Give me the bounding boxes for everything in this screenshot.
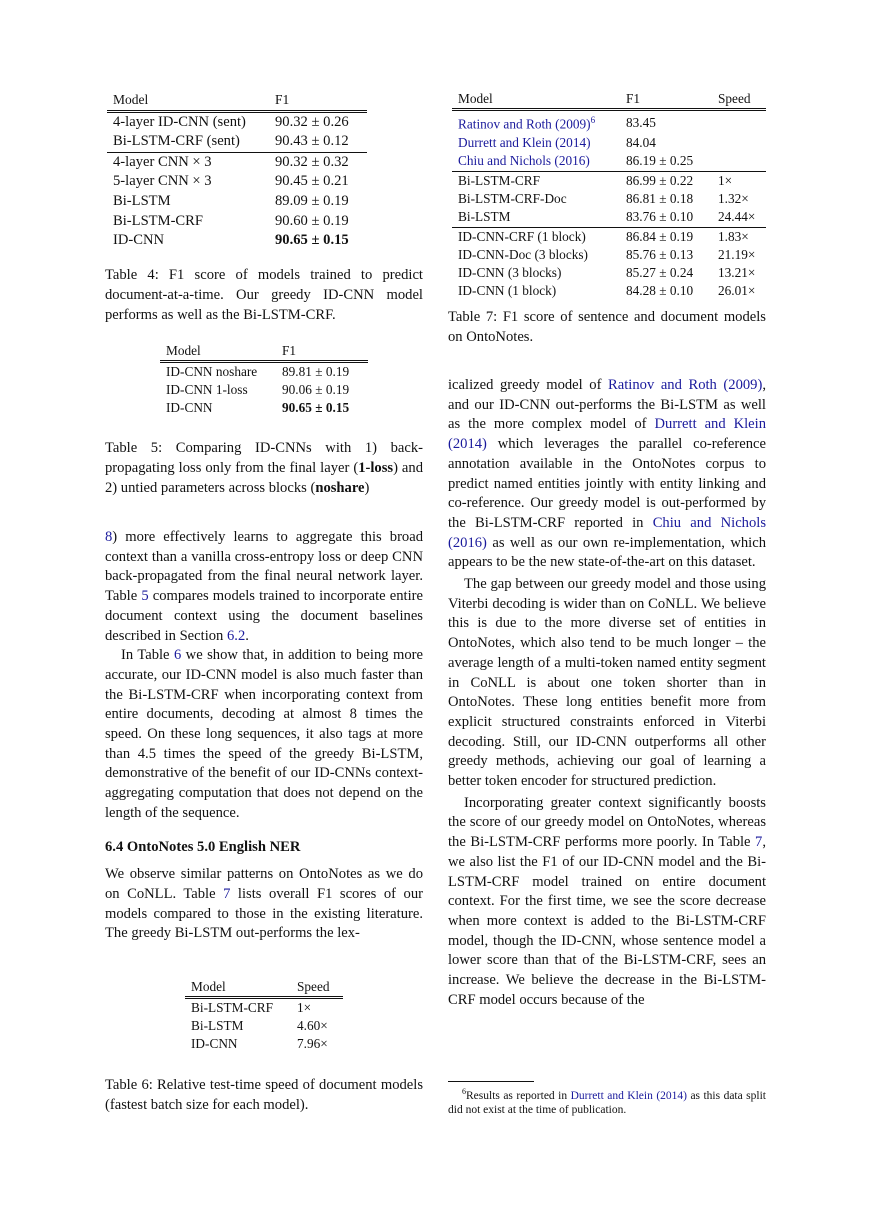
text: ) more effectively learns to aggregate this broad context than a vanilla cross-entropy loss or deep CNN back-propagated from the final neural network layer. Table [105, 529, 423, 605]
text: we show that, in addition to being more accurate, our ID-CNN model is also much faster than the Bi-LSTM-CRF when incorporating context from entire documents, decoding at almost 8 times the speed. On these long sequences, it also tags at more than 4.5 times the speed of the greedy Bi-LSTM, demonstrative of the benefit of our ID-CNNs context-aggregating computation that does not depend on the length of the sequence. [105, 647, 423, 821]
text: , we also list the F1 of our ID-CNN model and the Bi-LSTM-CRF model trained on entire document context. For the first time, we see the score decrease when more context is added to the Bi-LSTM-CRF model, though the ID-CNN, whose sentence model a lower score than that of the Bi-LSTM-CRF, sees an increase. We believe the decrease in the Bi-LSTM-CRF model occurs because of the [448, 834, 766, 1008]
model-cell: Bi-LSTM-CRF-Doc [458, 190, 567, 206]
left-body-text [105, 528, 423, 944]
column-header: Speed [718, 91, 751, 106]
model-cell: 4-layer CNN × 3 [113, 153, 212, 170]
caption-text: Table 5: Comparing ID-CNNs with 1) back-propagating loss only from the final layer ( [105, 440, 423, 476]
citation-link[interactable]: Ratinov and Roth (2009) [608, 377, 763, 393]
footnote-marker[interactable]: 6 [590, 115, 596, 126]
model-cell: 4-layer ID-CNN (sent) [113, 113, 246, 130]
column-header: Model [458, 91, 493, 106]
f1-cell: 90.32 ± 0.26 [275, 113, 349, 130]
f1-cell: 84.04 [626, 135, 656, 151]
f1-cell: 90.45 ± 0.21 [275, 173, 349, 190]
model-cell: Bi-LSTM-CRF (sent) [113, 133, 240, 150]
model-cell: ID-CNN noshare [166, 364, 258, 379]
text: Incorporating greater context significantly boosts the score of our greedy model on OntoNotes, whereas the Bi-LSTM-CRF performs more poorly. In Table [448, 794, 766, 851]
table-row [452, 208, 766, 227]
paragraph [105, 865, 423, 944]
table-reference-link[interactable]: 6 [173, 647, 182, 664]
f1-cell: 90.65 ± 0.15 [275, 232, 349, 249]
text: In Table [121, 647, 174, 664]
table-row [107, 152, 367, 172]
model-cell: Bi-LSTM-CRF [458, 172, 541, 188]
table-row [452, 110, 766, 134]
paragraph: The gap between our greedy model and those using Viterbi decoding is wider than on CoNLL. We believe this is due to the more diverse set of entities in OntoNotes, which also tend to be much longer – the average length of a multi-token named entity segment in CoNLL is about one token shorter than in OntoNotes. These long entities benefit more from explicit structured constraints enforced in Viterbi decoding. Still, our ID-CNN outperforms all other greedy methods, achieving our goal of learning a better token encoder for structured prediction. [448, 576, 766, 790]
model-cell: Bi-LSTM [113, 192, 171, 209]
model-cell: ID-CNN (3 blocks) [458, 265, 562, 281]
table-reference-link[interactable]: 7 [755, 834, 763, 851]
model-cell: ID-CNN [191, 1036, 238, 1051]
citation-link[interactable]: Chiu and Nichols (2016) [448, 514, 766, 551]
table-row [107, 231, 367, 251]
speed-cell: 4.60× [297, 1018, 328, 1033]
caption-text: ) and 2) untied parameters across blocks ( [105, 460, 423, 496]
section-heading: 6.4 OntoNotes 5.0 English NER [105, 838, 301, 855]
speed-cell: 26.01× [718, 283, 756, 299]
table-row [452, 282, 766, 300]
table-row [185, 1035, 343, 1053]
table-row [452, 264, 766, 282]
text: , and our ID-CNN out-performs the Bi-LSTM as well as the more complex model of [448, 377, 766, 433]
caption-text: ) [364, 480, 370, 496]
model-cell: Bi-LSTM [191, 1018, 244, 1033]
model-cell: ID-CNN (1 block) [458, 283, 557, 299]
model-cell: ID-CNN 1-loss [166, 382, 248, 397]
text: icalized greedy model of [448, 377, 609, 393]
model-cell: Bi-LSTM-CRF [191, 1000, 274, 1015]
table-row [452, 171, 766, 190]
table-row [452, 190, 766, 208]
table-5 [160, 342, 368, 417]
table-reference-link[interactable]: 5 [141, 588, 149, 605]
section-reference-link[interactable]: 8 [105, 529, 113, 545]
f1-cell: 86.99 ± 0.22 [626, 172, 694, 188]
text: We observe similar patterns on OntoNotes as we do on CoNLL. Table [105, 866, 423, 902]
column-header: Model [113, 92, 149, 107]
f1-cell: 84.28 ± 0.10 [626, 283, 694, 299]
model-cell: Bi-LSTM [458, 209, 511, 225]
table-5-caption [105, 438, 423, 498]
paragraph [105, 528, 423, 646]
table-row [185, 998, 343, 1018]
f1-cell: 90.43 ± 0.12 [275, 133, 349, 150]
model-cell [452, 134, 620, 152]
table-row [452, 246, 766, 264]
text: which leverages the parallel co-reference annotation available in the OntoNotes corpus to predict named entities jointly with entity linking and co-reference. Our greedy model is out-performed by the Bi-LSTM-CRF reported in [448, 436, 766, 531]
caption-bold: 1-loss [358, 460, 394, 476]
column-header: Model [166, 343, 201, 358]
speed-cell [712, 152, 766, 171]
table-row [452, 152, 766, 171]
model-cell [452, 110, 620, 134]
model-cell: ID-CNN [113, 232, 165, 249]
f1-cell: 86.81 ± 0.18 [626, 190, 694, 206]
table-7-caption: Table 7: F1 score of sentence and document models on OntoNotes. [448, 309, 766, 345]
paragraph [105, 646, 423, 823]
table-6 [185, 978, 343, 1053]
table-4 [107, 90, 367, 251]
caption-bold: noshare [315, 480, 365, 496]
f1-cell: 90.32 ± 0.32 [275, 153, 349, 170]
model-cell [452, 152, 620, 171]
column-header: F1 [282, 343, 297, 358]
text: . [245, 627, 249, 644]
speed-cell: 21.19× [718, 246, 756, 262]
f1-cell: 85.76 ± 0.13 [626, 246, 694, 262]
table-row [160, 399, 368, 417]
f1-cell: 85.27 ± 0.24 [626, 265, 694, 281]
f1-cell: 83.45 [626, 114, 656, 130]
speed-cell: 13.21× [718, 265, 756, 281]
f1-cell: 90.60 ± 0.19 [275, 212, 349, 229]
f1-cell: 89.81 ± 0.19 [282, 364, 350, 379]
citation-link[interactable]: Ratinov and Roth (2009) [458, 116, 591, 132]
speed-cell: 1.83× [718, 228, 749, 244]
table-row [185, 1017, 343, 1035]
speed-cell [712, 134, 766, 152]
f1-cell: 90.65 ± 0.15 [282, 400, 350, 415]
speed-cell: 1× [718, 172, 733, 188]
section-reference-link[interactable]: 6.2 [227, 627, 246, 644]
table-6-caption: Table 6: Relative test-time speed of document models (fastest batch size for each model). [105, 1077, 423, 1113]
footnote-rule [448, 1081, 534, 1082]
table-reference-link[interactable]: 7 [223, 885, 231, 902]
text: as well as our own re-implementation, which appears to be the new state-of-the-art on this dataset. [448, 534, 766, 571]
column-header: F1 [275, 92, 290, 107]
speed-cell: 1.32× [718, 190, 749, 206]
model-cell: ID-CNN [166, 400, 213, 415]
speed-cell [712, 110, 766, 134]
citation-link[interactable]: Chiu and Nichols (2016) [458, 153, 590, 169]
column-header: F1 [626, 91, 641, 106]
table-row [107, 212, 367, 232]
f1-cell: 90.06 ± 0.19 [282, 382, 350, 397]
f1-cell: 89.09 ± 0.19 [275, 192, 349, 209]
f1-cell: 86.84 ± 0.19 [626, 228, 694, 244]
table-4-caption: Table 4: F1 score of models trained to predict document-at-a-time. Our greedy ID-CNN model performs as well as the Bi-LSTM-CRF. [105, 267, 423, 323]
table-row [160, 362, 368, 382]
paragraph [448, 376, 766, 573]
table-row [160, 381, 368, 399]
column-header: Speed [297, 979, 330, 994]
text: Results as reported in [466, 1089, 571, 1102]
text: compares models trained to incorporate entire document context using the document baselines described in Section [105, 588, 423, 644]
column-header: Model [191, 979, 226, 994]
table-row [107, 132, 367, 152]
citation-link[interactable]: Durrett and Klein (2014) [458, 135, 591, 151]
f1-cell: 83.76 ± 0.10 [626, 209, 694, 225]
table-row [452, 227, 766, 246]
model-cell: Bi-LSTM-CRF [113, 212, 204, 229]
footnote [448, 1085, 766, 1118]
f1-cell: 86.19 ± 0.25 [626, 153, 694, 169]
citation-link[interactable]: Durrett and Klein (2014) [448, 416, 766, 453]
table-row [107, 172, 367, 192]
model-cell: 5-layer CNN × 3 [113, 173, 212, 190]
text: as this data split did not exist at the time of publication. [448, 1089, 766, 1117]
table-row [452, 134, 766, 152]
table-7 [452, 90, 766, 301]
model-cell: ID-CNN-Doc (3 blocks) [458, 246, 588, 262]
speed-cell: 24.44× [718, 209, 756, 225]
speed-cell: 1× [297, 1000, 312, 1015]
right-body-text [448, 376, 766, 1011]
citation-link[interactable]: Durrett and Klein (2014) [570, 1089, 687, 1102]
table-row [107, 192, 367, 212]
model-cell: ID-CNN-CRF (1 block) [458, 228, 586, 244]
text: lists overall F1 scores of our models compared to those in the existing literature. The greedy Bi-LSTM out-performs the lex- [105, 885, 423, 942]
paragraph [448, 794, 766, 1011]
footnote-marker: 6 [462, 1087, 466, 1096]
speed-cell: 7.96× [297, 1036, 328, 1051]
table-row [107, 111, 367, 132]
